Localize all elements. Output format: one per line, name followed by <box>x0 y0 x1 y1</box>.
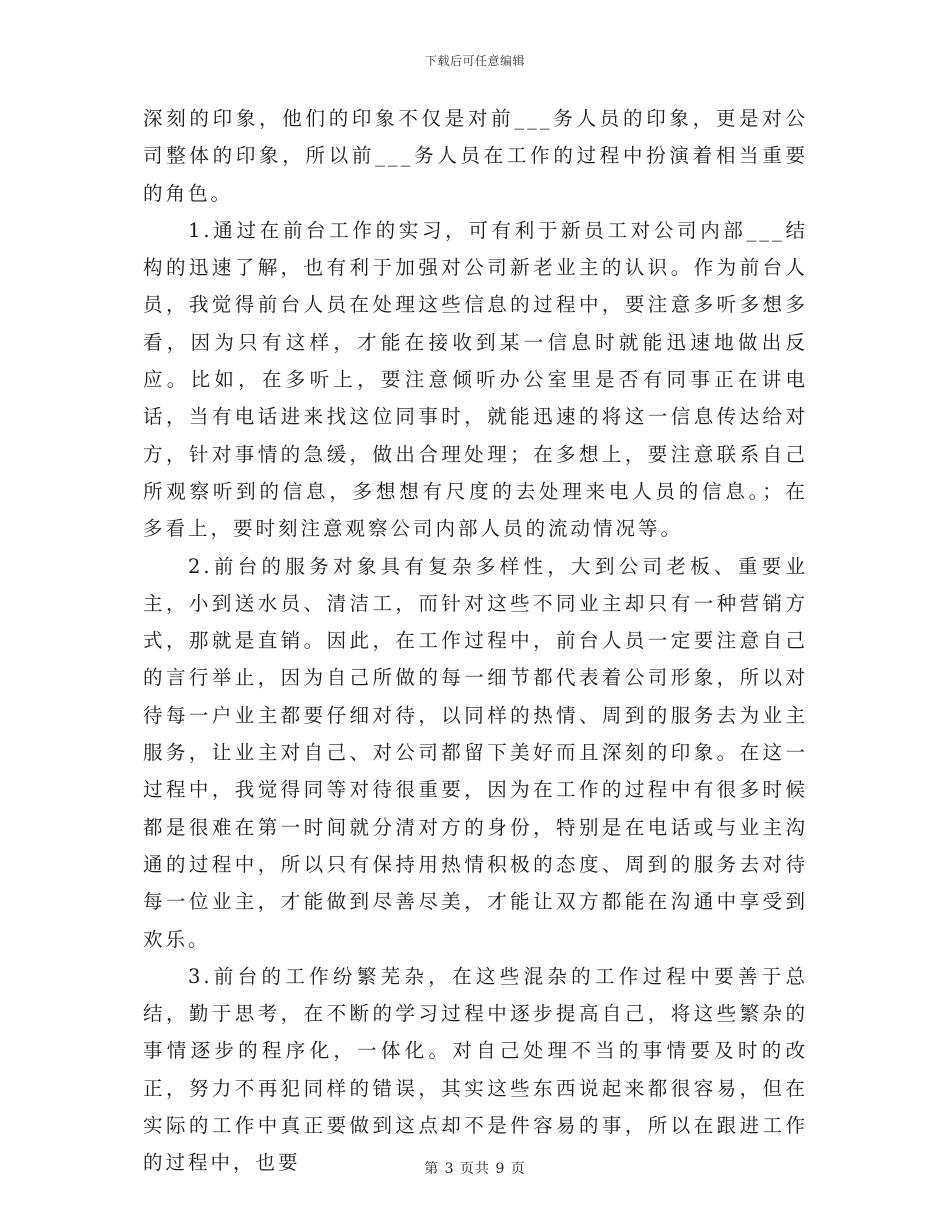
paragraph-point-1: 1.通过在前台工作的实习，可有利于新员工对公司内部___结构的迅速了解，也有利于加强对公司新老业主的认识。作为前台人员，我觉得前台人员在处理这些信息的过程中，要注意多听多想多看，因为只有这样，才能在接收到某一信息时就能迅速地做出反应。比如，在多听上，要注意倾听办公室里是否有同事正在讲电话，当有电话进来找这位同事时，就能迅速的将这一信息传达给对方，针对事情的急缓，做出合理处理；在多想上，要注意联系自己所观察听到的信息，多想想有尺度的去处理来电人员的信息。；在多看上，要时刻注意观察公司内部人员的流动情况等。 <box>143 218 808 541</box>
page-number-footer: 第 3 页共 9 页 <box>424 1161 526 1177</box>
page-header: 下载后可任意编辑 <box>424 54 525 68</box>
document-body <box>143 100 808 1182</box>
paragraph-continuation: 深刻的印象，他们的印象不仅是对前___务人员的印象，更是对公司整体的印象，所以前___务人员在工作的过程中扮演着相当重要的角色。 <box>143 107 808 205</box>
paragraph-point-3: 3.前台的工作纷繁芜杂，在这些混杂的工作过程中要善于总结，勤于思考，在不断的学习过程中逐步提高自己，将这些繁杂的事情逐步的程序化，一体化。对自己处理不当的事情要及时的改正，努力不再犯同样的错误，其实这些东西说起来都很容易，但在实际的工作中真正要做到这点却不是件容易的事，所以在跟进工作的过程中，也要 <box>143 964 808 1175</box>
paragraph-point-2: 2.前台的服务对象具有复杂多样性，大到公司老板、重要业主，小到送水员、清洁工，而针对这些不同业主却只有一种营销方式，那就是直销。因此，在工作过程中，前台人员一定要注意自己的言行举止，因为自己所做的每一细节都代表着公司形象，所以对待每一户业主都要仔细对待，以同样的热情、周到的服务去为业主服务，让业主对自己、对公司都留下美好而且深刻的印象。在这一过程中，我觉得同等对待很重要，因为在工作的过程中有很多时候都是很难在第一时间就分清对方的身份，特别是在电话或与业主沟通的过程中，所以只有保持用热情积极的态度、周到的服务去对待每一位业主，才能做到尽善尽美，才能让双方都能在沟通中享受到欢乐。 <box>143 554 808 951</box>
